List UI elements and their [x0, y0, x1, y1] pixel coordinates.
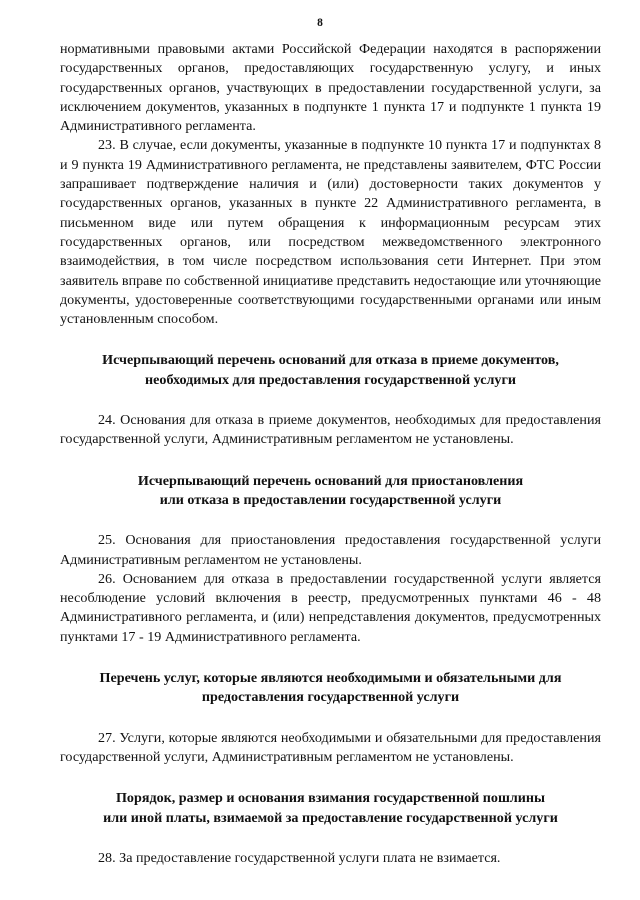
paragraph-24: 24. Основания для отказа в приеме документов, необходимых для предоставления государственной услуги, Административным регламентом не установлены.: [60, 412, 601, 448]
heading-refusal-reception: [60, 351, 601, 390]
heading-line: предоставления государственной услуги: [201, 689, 460, 706]
heading-suspension: [60, 472, 601, 511]
paragraph-25: 25. Основания для приостановления предоставления государственной услуги Административным регламентом не установлены.: [60, 532, 601, 568]
heading-fee: [60, 789, 601, 828]
paragraph-28: 28. За предоставление государственной услуги плата не взимается.: [98, 849, 501, 866]
document-body: [60, 40, 601, 868]
heading-line: необходимых для предоставления государственной услуги: [145, 371, 516, 388]
heading-line: Исчерпывающий перечень оснований для отказа в приеме документов,: [102, 352, 559, 369]
paragraph-26: 26. Основанием для отказа в предоставлении государственной услуги является несоблюдение условий включения в реестр, предусмотренных пунктами 46 - 48 Административного регламента, и (или) непредставления документов, предусмотренных пунктами 17 - 19 Административного регламента.: [60, 570, 601, 645]
heading-line: или иной платы, взимаемой за предоставление государственной услуги: [103, 809, 558, 826]
paragraph-27: 27. Услуги, которые являются необходимыми и обязательными для предоставления государственной услуги, Административным регламентом не установлены.: [60, 729, 601, 765]
heading-line: Порядок, размер и основания взимания государственной пошлины: [115, 790, 546, 807]
paragraph-continuation: нормативными правовыми актами Российской Федерации находятся в распоряжении государственных органов, предоставляющих государственную услугу, и иных государственных органов, участвующих в предоставлении государственной услуги, за исключением документов, указанных в подпункте 1 пункта 17 и подпункте 1 пункта 19 Административного регламента.: [60, 41, 601, 135]
heading-line: Исчерпывающий перечень оснований для приостановления: [137, 472, 524, 489]
heading-required-services: [60, 669, 601, 708]
page-number: 8: [317, 17, 323, 29]
heading-line: Перечень услуг, которые являются необходимыми и обязательными для: [99, 670, 562, 687]
paragraph-23: 23. В случае, если документы, указанные в подпункте 10 пункта 17 и подпунктах 8 и 9 пункта 19 Административного регламента, не представлены заявителем, ФТС России запрашивает подтверждение наличия и (или) достоверности таких документов у государственных органов, указанных в пункте 22 Административного регламента, в письменном виде или путем обращения к информационным ресурсам этих государственных органов, или посредством межведомственного электронного взаимодействия, в том числе посредством использования сети Интернет. При этом заявитель вправе по собственной инициативе представить недостающие или уточняющие документы, удостоверенные соответствующими государственными органами или иным установленным способом.: [60, 137, 601, 328]
heading-line: или отказа в предоставлении государственной услуги: [159, 491, 502, 508]
